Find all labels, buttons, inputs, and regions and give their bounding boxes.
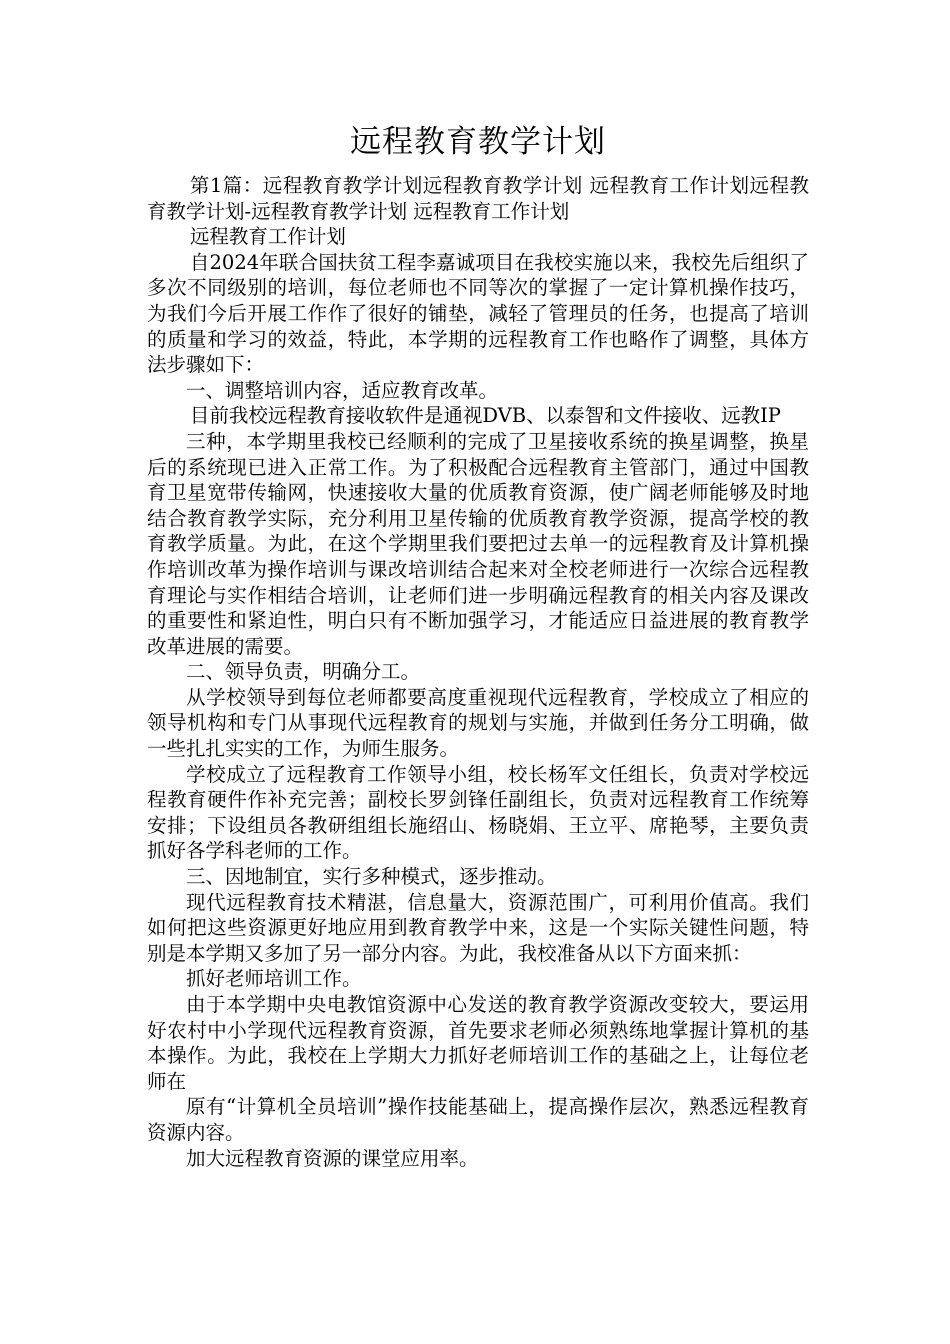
paragraph-body: 从学校领导到每位老师都要高度重视现代远程教育，学校成立了相应的领导机构和专门从事现代远程教育的规划与实施，并做到任务分工明确，做一些扎扎实实的工作，为师生服务。 [147,685,809,761]
paragraph-body: 由于本学期中央电教馆资源中心发送的教育教学资源改变较大，要运用好农村中小学现代远程教育资源，首先要求老师必须熟练地掌握计算机的基本操作。为此，我校在上学期大力抓好老师培训工作的基础之上，让每位老师在 [147,993,809,1093]
document-title: 远程教育教学计划 [350,124,606,160]
paragraph-body: 目前我校远程教育接收软件是通视DVB、以泰智和文件接收、远教IP [189,404,781,428]
paragraph-intro: 第1篇：远程教育教学计划远程教育教学计划 远程教育工作计划远程教育教学计划-远程教育教学计划 远程教育工作计划 [147,174,809,223]
document-page [147,120,809,1171]
section-heading-2: 二、领导负责，明确分工。 [186,660,421,684]
paragraph-subtitle: 远程教育工作计划 [189,225,346,249]
paragraph-body: 自2024年联合国扶贫工程李嘉诚项目在我校实施以来，我校先后组织了多次不同级别的培训，每位老师也不同等次的掌握了一定计算机操作技巧，为我们今后开展工作作了很好的铺垫，减轻了管理员的任务，也提高了培训的质量和学习的效益，特此，本学期的远程教育工作也略作了调整，具体方法步骤如下： [147,250,809,377]
section-heading-3: 三、因地制宜，实行多种模式，逐步推动。 [186,865,557,889]
sub-heading: 加大远程教育资源的课堂应用率。 [186,1146,479,1170]
paragraph-body: 现代远程教育技术精湛，信息量大，资源范围广，可利用价值高。我们如何把这些资源更好地应用到教育教学中来，这是一个实际关键性问题，特别是本学期又多加了另一部分内容。为此，我校准备从以下方面来抓： [147,890,809,965]
paragraph-body: 三种，本学期里我校已经顺利的完成了卫星接收系统的换星调整，换星后的系统现已进入正常工作。为了积极配合远程教育主管部门，通过中国教育卫星宽带传输网，快速接收大量的优质教育资源，使广阔老师能够及时地结合教育教学实际，充分利用卫星传输的优质教育教学资源，提高学校的教育教学质量。为此，在这个学期里我们要把过去单一的远程教育及计算机操作培训改革为操作培训与课改培训结合起来对全校老师进行一次综合远程教育理论与实作相结合培训，让老师们进一步明确远程教育的相关内容及课改的重要性和紧迫性，明白只有不断加强学习，才能适应日益进展的教育教学改革进展的需要。 [147,429,809,658]
paragraph-body: 原有“计算机全员培训”操作技能基础上，提高操作层次，熟悉远程教育资源内容。 [147,1095,809,1144]
paragraph-body: 学校成立了远程教育工作领导小组，校长杨军文任组长，负责对学校远程教育硬件作补充完善；副校长罗剑锋任副组长，负责对远程教育工作统筹安排；下设组员各教研组组长施绍山、杨晓娟、王立平、席艳琴，主要负责抓好各学科老师的工作。 [147,762,809,863]
sub-heading: 抓好老师培训工作。 [186,967,362,991]
section-heading-1: 一、调整培训内容，适应教育改革。 [186,378,499,402]
